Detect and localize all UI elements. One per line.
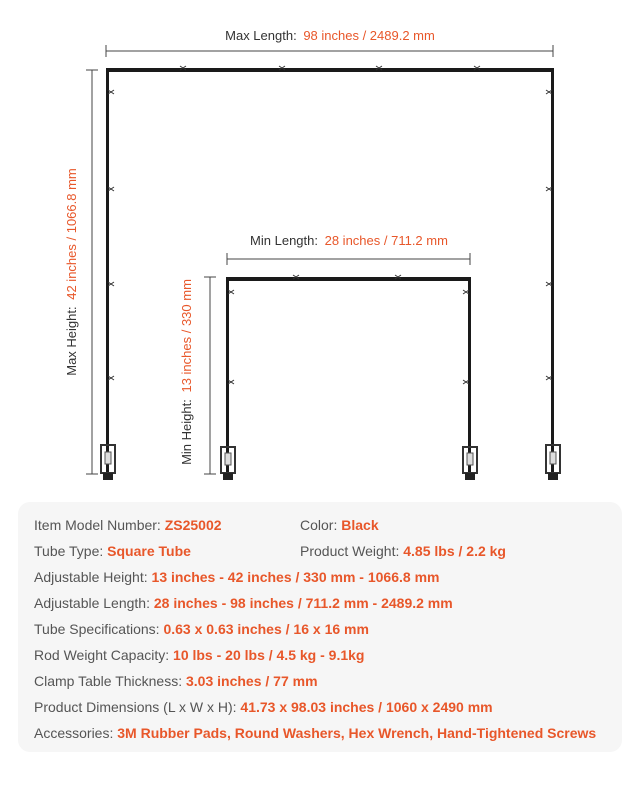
min-height-dimension: [204, 277, 216, 474]
spec-value: 3.03 inches / 77 mm: [186, 673, 318, 689]
spec-accessories: [34, 724, 596, 742]
spec-value: 3M Rubber Pads, Round Washers, Hex Wrench, Hand-Tightened Screws: [117, 725, 597, 741]
spec-value: 13 inches - 42 inches / 330 mm - 1066.8 mm: [151, 569, 440, 585]
spec-value: 4.85 lbs / 2.2 kg: [403, 543, 506, 559]
spec-value: ZS25002: [164, 517, 222, 533]
spec-label: Tube Specifications:: [34, 621, 160, 637]
spec-value: 0.63 x 0.63 inches / 16 x 16 mm: [163, 621, 369, 637]
spec-label: Color:: [300, 517, 338, 533]
spec-label: Rod Weight Capacity:: [34, 647, 170, 663]
specifications-panel: [18, 502, 622, 752]
spec-label: Item Model Number:: [34, 517, 161, 533]
spec-rod-capacity: [34, 646, 364, 664]
spec-label: Product Weight:: [300, 543, 400, 559]
spec-label: Accessories:: [34, 725, 114, 741]
max-height-label: Max Height: 42 inches / 1066.8 mm: [64, 168, 79, 376]
min-length-dimension: [227, 253, 470, 265]
spec-adjustable-height: [34, 568, 439, 586]
spec-label: Clamp Table Thickness:: [34, 673, 183, 689]
max-height-dimension: [86, 70, 98, 474]
spec-value: Square Tube: [107, 543, 191, 559]
spec-weight: [300, 542, 506, 560]
spec-value: Black: [341, 517, 379, 533]
spec-label: Tube Type:: [34, 543, 104, 559]
spec-value: 41.73 x 98.03 inches / 1060 x 2490 mm: [240, 699, 493, 715]
spec-color: [300, 516, 379, 534]
spec-tube-specifications: [34, 620, 369, 638]
spec-label: Product Dimensions (L x W x H):: [34, 699, 237, 715]
spec-label: Adjustable Height:: [34, 569, 148, 585]
min-size-frame: [221, 275, 477, 480]
spec-value: 28 inches - 98 inches / 711.2 mm - 2489.2 mm: [153, 595, 453, 611]
spec-clamp-thickness: [34, 672, 318, 690]
min-height-label: Min Height: 13 inches / 330 mm: [179, 279, 194, 465]
spec-tube-type: [34, 542, 191, 560]
min-length-label: Min Length: 28 inches / 711.2 mm: [250, 233, 448, 248]
spec-value: 10 lbs - 20 lbs / 4.5 kg - 9.1kg: [173, 647, 365, 663]
spec-model: [34, 516, 222, 534]
spec-dimensions: [34, 698, 493, 716]
max-length-label: Max Length: 98 inches / 2489.2 mm: [225, 28, 435, 43]
max-length-dimension: [106, 45, 553, 57]
spec-label: Adjustable Length:: [34, 595, 150, 611]
spec-adjustable-length: [34, 594, 453, 612]
max-size-frame: [101, 66, 560, 480]
